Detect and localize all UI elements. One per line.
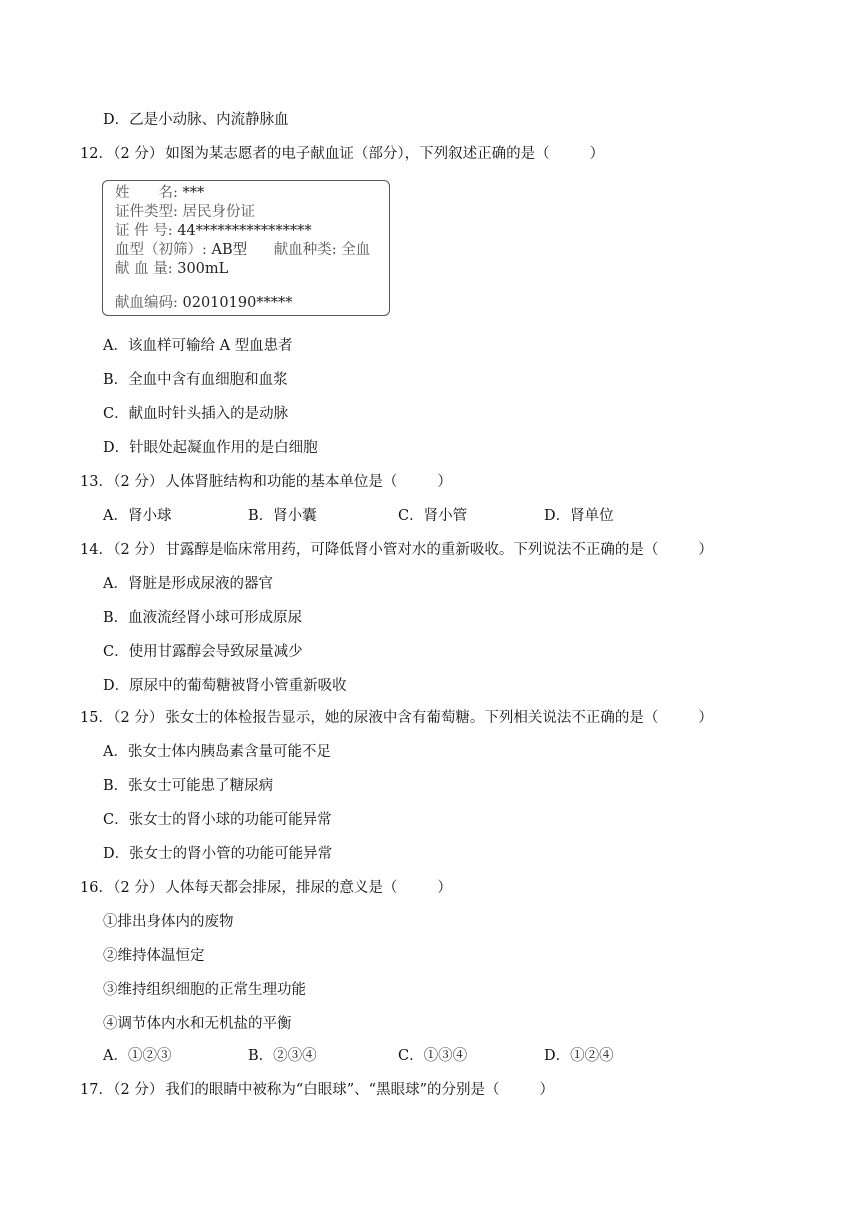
q12-option-d: D．针眼处起凝血作用的是白细胞 xyxy=(103,440,318,456)
q17-score: （2 分） xyxy=(106,1082,164,1098)
card-name-label: 姓 名: xyxy=(115,185,178,201)
card-amount-row xyxy=(115,260,228,279)
q13-option-b: B．肾小囊 xyxy=(248,508,317,524)
q14-option-a: A．肾脏是形成尿液的器官 xyxy=(103,576,273,592)
q13-text: 人体肾脏结构和功能的基本单位是（ xyxy=(165,474,398,490)
card-amount-value: 300mL xyxy=(177,261,229,277)
q15-close-paren: ） xyxy=(698,710,713,726)
q16-number: 16． xyxy=(80,880,113,896)
q15-option-c: C．张女士的肾小球的功能可能异常 xyxy=(103,812,332,828)
q13-option-d: D．肾单位 xyxy=(544,508,614,524)
q14-close-paren: ） xyxy=(698,542,713,558)
q12-option-c: C．献血时针头插入的是动脉 xyxy=(103,406,289,422)
q14-option-c: C．使用甘露醇会导致尿量减少 xyxy=(103,644,303,660)
q16-close-paren: ） xyxy=(437,880,452,896)
q12-option-a: A．该血样可输给 A 型血患者 xyxy=(103,338,293,354)
q16-item-1: ①排出身体内的废物 xyxy=(103,914,234,930)
q16-text: 人体每天都会排尿，排尿的意义是（ xyxy=(165,880,398,896)
q12-close-paren: ） xyxy=(589,146,605,162)
card-amount-label: 献 血 量: xyxy=(115,261,173,277)
q14-number: 14． xyxy=(80,542,113,558)
q14-score: （2 分） xyxy=(106,542,164,558)
card-idno-row xyxy=(115,222,312,241)
q15-stem xyxy=(80,708,713,728)
card-name-value: *** xyxy=(182,185,205,201)
card-kind-value: 全血 xyxy=(341,242,371,258)
card-kind-label: 献血种类: xyxy=(273,242,337,258)
card-code-value: 02010190***** xyxy=(182,295,293,311)
q16-item-4: ④调节体内水和无机盐的平衡 xyxy=(103,1016,292,1032)
card-name-row xyxy=(115,184,204,203)
q15-text: 张女士的体检报告显示，她的尿液中含有葡萄糖。下列相关说法不正确的是（ xyxy=(165,710,659,726)
card-idno-value: 44**************** xyxy=(177,223,312,239)
card-idtype-label: 证件类型: xyxy=(115,204,178,220)
q13-option-a: A．肾小球 xyxy=(103,508,172,524)
q14-option-d: D．原尿中的葡萄糖被肾小管重新吸收 xyxy=(103,678,347,694)
q17-text: 我们的眼睛中被称为“白眼球”、“黑眼球”的分别是（ xyxy=(165,1082,500,1098)
q15-option-d: D．张女士的肾小管的功能可能异常 xyxy=(103,846,333,862)
q17-number: 17． xyxy=(80,1082,113,1098)
card-code-label: 献血编码: xyxy=(115,295,178,311)
q13-close-paren: ） xyxy=(437,474,452,490)
q16-item-2: ②维持体温恒定 xyxy=(103,948,205,964)
q12-option-b: B．全血中含有血细胞和血浆 xyxy=(103,372,288,388)
card-idtype-value: 居民身份证 xyxy=(182,204,255,220)
q14-option-b: B．血液流经肾小球可形成原尿 xyxy=(103,610,303,626)
q13-score: （2 分） xyxy=(106,474,164,490)
q17-close-paren: ） xyxy=(539,1082,554,1098)
q13-stem xyxy=(80,472,452,492)
q14-stem xyxy=(80,540,713,560)
q11-option-d: D．乙是小动脉、内流静脉血 xyxy=(103,112,289,128)
q16-score: （2 分） xyxy=(106,880,164,896)
card-blood-row xyxy=(115,241,370,260)
card-idno-label: 证 件 号: xyxy=(115,223,173,239)
q16-item-3: ③维持组织细胞的正常生理功能 xyxy=(103,982,306,998)
q15-score: （2 分） xyxy=(106,710,164,726)
q15-option-a: A．张女士体内胰岛素含量可能不足 xyxy=(103,744,331,760)
card-blood-label: 血型（初筛）: xyxy=(115,242,207,258)
q13-option-c: C．肾小管 xyxy=(398,508,468,524)
q12-text: 如图为某志愿者的电子献血证（部分），下列叙述正确的是（ xyxy=(165,146,550,162)
q15-option-b: B．张女士可能患了糖尿病 xyxy=(103,778,274,794)
q16-option-b: B．②③④ xyxy=(248,1048,317,1064)
q15-number: 15． xyxy=(80,710,113,726)
q12-number: 12． xyxy=(80,146,113,162)
q16-option-d: D．①②④ xyxy=(544,1048,614,1064)
card-code-row xyxy=(115,294,293,313)
q14-text: 甘露醇是临床常用药，可降低肾小管对水的重新吸收。下列说法不正确的是（ xyxy=(165,542,659,558)
q16-option-c: C．①③④ xyxy=(398,1048,468,1064)
card-blood-value: AB型 xyxy=(211,242,248,258)
blood-donation-card xyxy=(102,180,390,316)
q13-number: 13． xyxy=(80,474,113,490)
q12-score: （2 分） xyxy=(106,146,164,162)
q12-stem xyxy=(80,144,604,164)
q16-stem xyxy=(80,878,452,898)
q16-option-a: A．①②③ xyxy=(103,1048,172,1064)
q17-stem xyxy=(80,1080,554,1100)
card-idtype-row xyxy=(115,203,255,222)
